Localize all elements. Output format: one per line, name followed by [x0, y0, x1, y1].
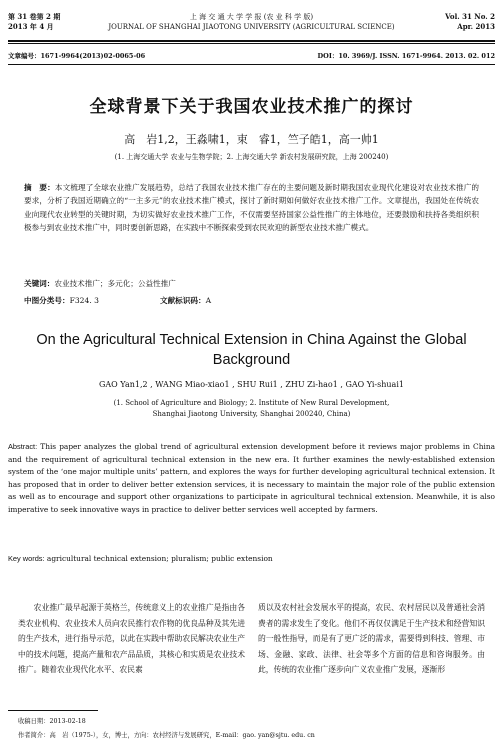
journal-name-en: JOURNAL OF SHANGHAI JIAOTONG UNIVERSITY (AGRICULTURAL SCIENCE): [108, 23, 395, 31]
keywords-label-en: Key words:: [8, 554, 45, 563]
class-value: F324. 3: [69, 296, 99, 305]
abstract-text-cn: 本文梳理了全球农业推广发展趋势，总结了我国农业技术推广存在的主要问题及新时期我国农业现代化建设对农业技术推广的要求，分析了我国近期确立的“一主多元”的农业技术推广模式，探讨了新时期如何做好农业技术推广工作。文章提出，我国处在传统农业向现代农业转型的关键时期，为切实做好农业技术推广工作，不仅需要坚持国家公益性推广的主体地位，还要鼓励和扶持各类组织积极参与到农业技术推广中，同时要创新思路，在实践中不断探索受到农民欢迎的新型农业技术推广模式。: [24, 183, 479, 232]
paper-title-en: On the Agricultural Technical Extension in China Against the Global Background: [36, 332, 467, 368]
authors-en: GAO Yan1,2 , WANG Miao-xiao1 , SHU Rui1 , ZHU Zi-hao1 , GAO Yi-shuai1: [99, 380, 404, 389]
body-column-left: 农业推广最早起源于英格兰，传统意义上的农业推广是指由各类农业机构、农业技术人员向农民推行农作物的优良品种及其先进的生产技术，进行指导示范，以此在实践中帮助农民解决农业生产中的技术问题，提高产量和农产品品质，其核心和实质是农业技术推广。随着农业现代化水平、农民素: [18, 603, 245, 675]
issue-date: 2013 年 4 月: [8, 22, 54, 31]
footnote-rule: [8, 710, 98, 711]
meta-rule: [8, 64, 495, 65]
classification-number: [24, 295, 99, 306]
issue-date-en: Apr. 2013: [457, 22, 495, 31]
abstract-text-en: This paper analyzes the global trend of agricultural extension development before it reviews major problems in China and the requirement of agricultural technical extension in the new era. It further examines the newly-established extension system of the ‘one major multiple units’ pattern, and explores the ways for further developing agricultural technical extension. It has proposed that in order to deliver better extension services, it is necessary to maintain the major role of the public extension as well as to encourage and support other organizations to participate in agricultural technical extension. Meanwhile, it is also imperative to seek innovative ways in practice to deliver better services well accepted by farmers.: [8, 442, 495, 514]
header-rule-thin: [8, 43, 495, 44]
abstract-label-cn: 摘 要：: [24, 183, 55, 192]
author-intro: 作者简介：高 岩（1975-），女，博士，方向：农村经济与发展研究，E-mail：gao. yan@sjtu. edu. cn: [18, 732, 315, 739]
issue-info-en: [445, 12, 495, 32]
doi: DOI：10. 3969/J. ISSN. 1671-9964. 2013. 02. 012: [317, 52, 495, 60]
keywords-text-en: agricultural technical extension; pluralism; public extension: [44, 554, 273, 563]
class-label: 中图分类号：: [24, 296, 70, 305]
journal-name-cn: 上 海 交 通 大 学 学 报 (农 业 科 学 版): [189, 13, 314, 21]
affiliation-en-line1: (1. School of Agriculture and Biology; 2. Institute of New Rural Development,: [113, 399, 390, 407]
keywords-label-cn: 关键词：: [24, 279, 55, 288]
received-date: 收稿日期：2013-02-18: [18, 718, 86, 725]
header-rule: [8, 40, 495, 42]
abstract-cn: [24, 181, 479, 234]
journal-name: [8, 12, 495, 32]
abstract-label-en: Abstract:: [8, 442, 38, 451]
keywords-cn: [24, 278, 479, 289]
volume-issue-en: Vol. 31 No. 2: [445, 12, 495, 21]
abstract-en: [8, 441, 495, 516]
affiliation-en-line2: Shanghai Jiaotong University, Shanghai 200240, China): [152, 410, 351, 418]
volume-issue: 第 31 卷第 2 期: [8, 12, 61, 21]
running-header: [8, 10, 495, 40]
authors-cn: 高 岩1,2，王淼啸1，束 睿1，竺子皓1，高一帅1: [124, 133, 379, 146]
document-code: [160, 295, 211, 306]
body-column-right: 质以及农村社会发展水平的提高，农民、农村居民以及普通社会消费者的需求发生了变化。他们不再仅仅满足于生产技术和经营知识的一般性指导，而是有了更广泛的需求，需要得到科技、管理、市场、金融、家政、法律、社会等多个方面的信息和咨询服务。由此，传统的农业推广逐步向广义农业推广发展，逐渐形: [258, 603, 485, 675]
keywords-en: [8, 554, 495, 563]
paper-title-cn: 全球背景下关于我国农业技术推广的探讨: [89, 97, 414, 117]
keywords-text-cn: 农业技术推广；多元化；公益性推广: [54, 279, 176, 288]
article-number: 文章编号：1671-9964(2013)02-0065-06: [8, 52, 146, 60]
doc-label: 文献标识码：: [160, 296, 206, 305]
affiliation-cn: (1. 上海交通大学 农业与生物学院；2. 上海交通大学 新农村发展研究院，上海 200240): [114, 153, 389, 161]
doc-value: A: [205, 296, 212, 305]
affiliation-en: [0, 398, 503, 420]
